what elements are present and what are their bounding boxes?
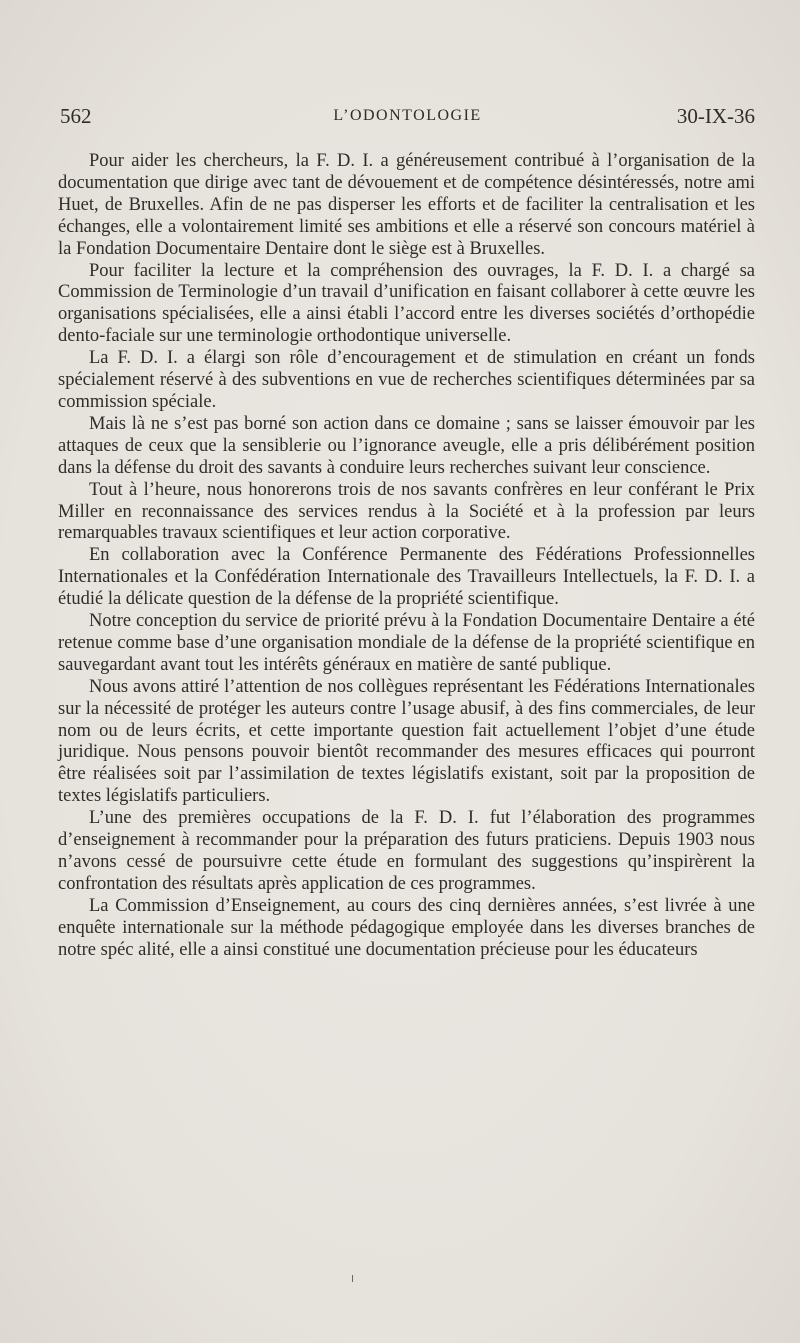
page-header — [60, 104, 755, 134]
paragraph: Tout à l’heure, nous honorerons trois de nos savants confrères en leur conférant le Prix Miller en reconnaissance des services rendus à la Société et à la profession par leurs remarquables travaux scientifiques et leur action corporative. — [58, 479, 755, 544]
body-text — [58, 151, 755, 962]
paragraph: Nous avons attiré l’attention de nos collègues représentant les Fédérations Internationales sur la nécessité de protéger les auteurs contre l’usage abusif, à des fins commerciales, de leur nom ou de leurs écrits, et cette importante question fait actuellement l’objet d’une étude juridique. Nous pensons pouvoir bientôt recommander des mesures efficaces qui pourront être réalisées soit par l’assimilation de textes législatifs existant, soit par la proposition de textes législatifs particuliers. — [58, 676, 755, 807]
paragraph: Pour aider les chercheurs, la F. D. I. a généreusement contribué à l’organisation de la documentation que dirige avec tant de dévouement et de compétence désintéressés, notre ami Huet, de Bruxelles. Afin de ne pas disperser les efforts et de faciliter la centralisation et les échanges, elle a volontairement limité ses ambitions et elle a réservé son concours matériel à la Fondation Documentaire Dentaire dont le siège est à Bruxelles. — [58, 151, 755, 259]
page-number: 562 — [60, 104, 92, 128]
paragraph: La Commission d’Enseignement, au cours des cinq dernières années, s’est livrée à une enquête internationale sur la méthode pédagogique employée dans les diverses branches de notre spéc alité, elle a ainsi constitué une documentation précieuse pour les éducateurs — [58, 895, 755, 960]
issue-date: 30-IX-36 — [676, 104, 755, 128]
ink-speck — [352, 1275, 353, 1282]
paragraph: L’une des premières occupations de la F. D. I. fut l’élaboration des programmes d’enseignement à recommander pour la préparation des futurs praticiens. Depuis 1903 nous n’avons cessé de poursuivre cette étude en formulant des suggestions qu’inspirèrent la confrontation des résultats après application de ces programmes. — [58, 808, 755, 894]
paragraph: Pour faciliter la lecture et la compréhension des ouvrages, la F. D. I. a chargé sa Commission de Terminologie d’un travail d’unification en faisant collaborer à cette œuvre les organisations spécialisées, elle a ainsi établi l’accord entre les diverses sociétés d’orthopédie dento-faciale sur une terminologie orthodontique universelle. — [58, 260, 755, 347]
paragraph: Mais là ne s’est pas borné son action dans ce domaine ; sans se laisser émouvoir par les attaques de ceux que la sensiblerie ou l’ignorance aveugle, elle a pris délibérément position dans la défense du droit des savants à conduire leurs recherches suivant leur conscience. — [58, 413, 755, 478]
paragraph: La F. D. I. a élargi son rôle d’encouragement et de stimulation en créant un fonds spécialement réservé à des subventions en vue de recherches scientifiques déterminées par sa commission spéciale. — [58, 348, 755, 412]
paragraph: En collaboration avec la Conférence Permanente des Fédérations Professionnelles Internationales et la Confédération Internationale des Travailleurs Intellectuels, la F. D. I. a étudié la délicate question de la défense de la propriété scientifique. — [58, 545, 755, 610]
running-title: L’ODONTOLOGIE — [333, 107, 482, 124]
paragraph: Notre conception du service de priorité prévu à la Fondation Documentaire Dentaire a été retenue comme base d’une organisation mondiale de la défense de la propriété scientifique en sauvegardant avant tout les intérêts généraux en matière de santé publique. — [58, 611, 755, 675]
